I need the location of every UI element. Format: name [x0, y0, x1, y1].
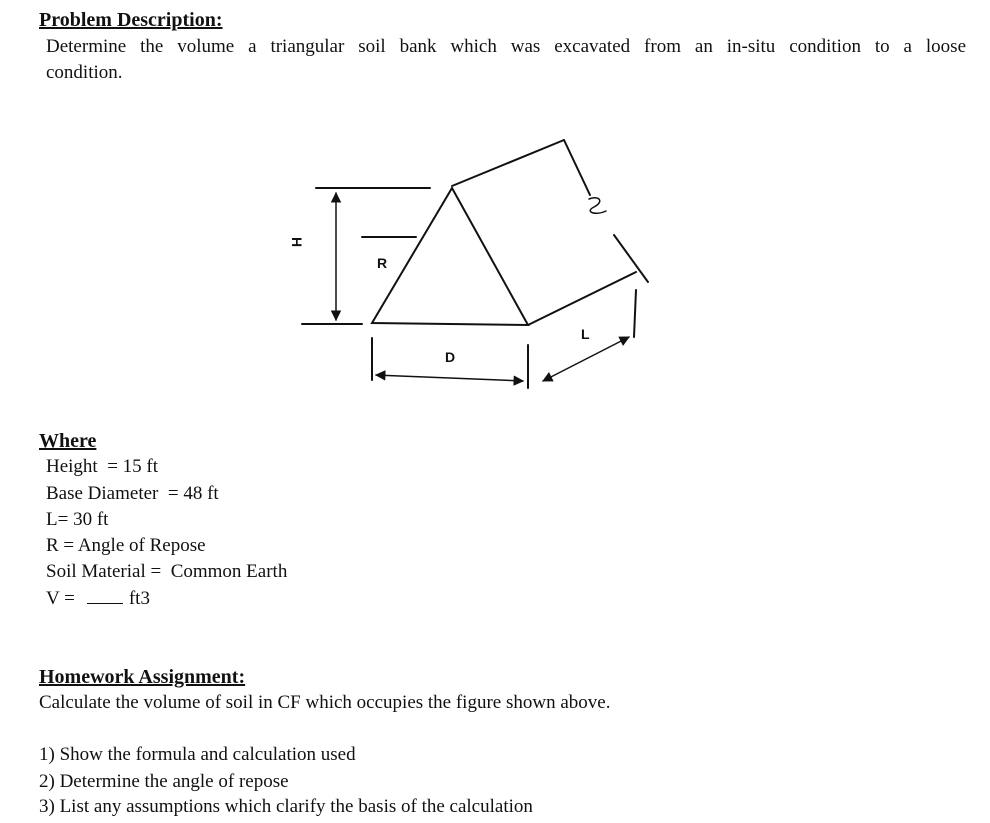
l-right-tick — [634, 290, 636, 337]
problem-text-line2: condition. — [46, 62, 123, 83]
d-label: D — [445, 349, 456, 365]
l-dimension-arrow — [543, 337, 629, 381]
where-base-diameter: Base Diameter = 48 ft — [46, 483, 219, 504]
d-dimension-arrow — [376, 375, 523, 381]
volume-unit: ft3 — [128, 588, 150, 609]
volume-answer-blank — [87, 589, 123, 604]
homework-heading: Homework Assignment: — [39, 666, 246, 688]
back-slope-line — [564, 140, 590, 195]
where-height: Height = 15 ft — [46, 456, 159, 477]
where-soil-material: Soil Material = Common Earth — [46, 561, 288, 582]
homework-item-3: 3) List any assumptions which clarify the basis of the calculation — [39, 796, 533, 817]
homework-intro: Calculate the volume of soil in CF which occupies the figure shown above. — [39, 692, 611, 713]
homework-item-2: 2) Determine the angle of repose — [39, 771, 289, 792]
where-angle-of-repose: R = Angle of Repose — [46, 535, 206, 556]
break-symbol — [589, 198, 606, 213]
volume-prefix: V = — [46, 588, 75, 609]
problem-text-line1: Determine the volume a triangular soil bank which was excavated from an in-situ condition to a loose — [46, 36, 966, 57]
l-label: L — [581, 326, 590, 342]
problem-heading: Problem Description: — [39, 9, 223, 31]
base-edge-line — [528, 272, 636, 325]
where-length: L= 30 ft — [46, 509, 109, 530]
triangle-front-face — [372, 188, 528, 325]
homework-item-1: 1) Show the formula and calculation used — [39, 744, 356, 765]
ridge-line — [452, 140, 564, 186]
where-heading: Where — [39, 430, 97, 452]
where-volume — [46, 588, 150, 610]
r-label: R — [377, 255, 388, 271]
h-label: H — [289, 236, 305, 248]
